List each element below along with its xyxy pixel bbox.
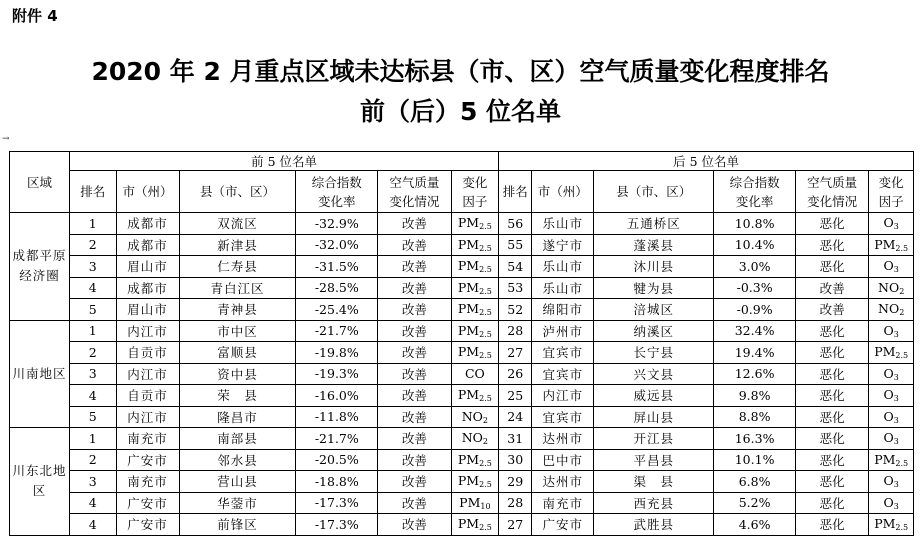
bottom-rate-cell: 9.8%: [714, 385, 796, 407]
bottom-change-cell: 恶化: [795, 471, 868, 493]
bottom-rate-cell: 10.8%: [714, 213, 796, 235]
factor-symbol: PM: [457, 387, 480, 403]
factor-symbol: PM: [457, 236, 480, 252]
header-index-change: 综合指数 变化率: [714, 171, 796, 213]
bottom-factor-cell: [869, 256, 914, 278]
bottom-factor-cell: [869, 363, 914, 385]
top-rate-cell: -17.3%: [296, 492, 378, 514]
bottom-rank-cell: 52: [499, 299, 532, 321]
top-change-cell: 改善: [378, 449, 451, 471]
factor-subscript: 2.5: [479, 351, 492, 361]
bottom-change-cell: 改善: [795, 299, 868, 321]
top-city-cell: 内江市: [116, 363, 179, 385]
factor-subscript: 2.5: [479, 243, 492, 253]
top-factor-cell: [451, 449, 499, 471]
table-row: [10, 514, 914, 536]
bottom-rate-cell: 19.4%: [714, 342, 796, 364]
factor-symbol: PM: [457, 301, 480, 317]
factor-symbol: NO: [461, 430, 483, 446]
bottom-rate-cell: 32.4%: [714, 320, 796, 342]
header-region: 区域: [10, 152, 70, 213]
page-subtitle: 前（后）5 位名单: [359, 97, 562, 126]
region-cell: 川东北地区: [10, 428, 70, 536]
factor-symbol: NO: [878, 279, 900, 295]
top-city-cell: 内江市: [116, 406, 179, 428]
bottom-rate-cell: 10.1%: [714, 449, 796, 471]
factor-symbol: O: [883, 387, 894, 403]
bottom-factor-cell: [869, 213, 914, 235]
header-top-group: 前 5 位名单: [69, 152, 498, 171]
bottom-rate-cell: 6.8%: [714, 471, 796, 493]
factor-subscript: 2.5: [895, 351, 909, 361]
top-county-cell: 仁寿县: [179, 256, 296, 278]
bottom-city-cell: 达州市: [532, 428, 594, 450]
bottom-rank-cell: 31: [499, 428, 532, 450]
factor-subscript: 3: [893, 415, 899, 425]
header-factor: 变化 因子: [451, 171, 499, 213]
factor-symbol: PM: [874, 451, 896, 467]
top-city-cell: 南充市: [116, 471, 179, 493]
bottom-rate-cell: 12.6%: [714, 363, 796, 385]
top-factor-cell: [451, 299, 499, 321]
top-rank-cell: 2: [69, 234, 116, 256]
factor-symbol: NO: [878, 301, 900, 317]
bottom-city-cell: 乐山市: [532, 213, 594, 235]
bottom-factor-cell: [869, 277, 914, 299]
top-city-cell: 内江市: [116, 320, 179, 342]
bottom-rank-cell: 54: [499, 256, 532, 278]
bottom-factor-cell: [869, 428, 914, 450]
bottom-county-cell: 纳溪区: [594, 320, 714, 342]
bottom-change-cell: 恶化: [795, 342, 868, 364]
bottom-city-cell: 广安市: [532, 514, 594, 536]
bottom-city-cell: 遂宁市: [532, 234, 594, 256]
top-rank-cell: 3: [69, 363, 116, 385]
top-county-cell: 前锋区: [179, 514, 296, 536]
bottom-factor-cell: [869, 471, 914, 493]
factor-symbol: PM: [457, 344, 480, 360]
top-rate-cell: -21.7%: [296, 320, 378, 342]
top-factor-cell: [451, 406, 499, 428]
factor-symbol: PM: [457, 215, 480, 231]
factor-symbol: PM: [457, 473, 480, 489]
factor-symbol: O: [883, 258, 894, 274]
top-rank-cell: 2: [69, 342, 116, 364]
top-change-cell: 改善: [378, 342, 451, 364]
top-factor-cell: [451, 320, 499, 342]
bottom-rank-cell: 29: [499, 471, 532, 493]
table-row: [10, 256, 914, 278]
top-county-cell: 资中县: [179, 363, 296, 385]
factor-subscript: 3: [893, 222, 899, 232]
factor-symbol: PM: [457, 279, 480, 295]
top-factor-cell: [451, 385, 499, 407]
top-city-cell: 眉山市: [116, 256, 179, 278]
top-factor-cell: [451, 256, 499, 278]
header-aq-change: 空气质量 变化情况: [795, 171, 868, 213]
factor-subscript: 3: [893, 372, 899, 382]
factor-symbol: PM: [874, 344, 896, 360]
top-county-cell: 荣 县: [179, 385, 296, 407]
bottom-city-cell: 绵阳市: [532, 299, 594, 321]
top-rank-cell: 5: [69, 406, 116, 428]
factor-subscript: 2.5: [895, 243, 909, 253]
top-rank-cell: 3: [69, 256, 116, 278]
top-change-cell: 改善: [378, 299, 451, 321]
factor-subscript: 2.5: [479, 265, 492, 275]
top-change-cell: 改善: [378, 406, 451, 428]
header-county: 县（市、区）: [594, 171, 714, 213]
top-change-cell: 改善: [378, 428, 451, 450]
top-rank-cell: 1: [69, 320, 116, 342]
top-city-cell: 广安市: [116, 449, 179, 471]
bottom-change-cell: 恶化: [795, 514, 868, 536]
bottom-rank-cell: 27: [499, 342, 532, 364]
top-factor-cell: [451, 363, 499, 385]
bottom-factor-cell: [869, 320, 914, 342]
bottom-change-cell: 改善: [795, 277, 868, 299]
bottom-county-cell: 长宁县: [594, 342, 714, 364]
bottom-change-cell: 恶化: [795, 449, 868, 471]
bottom-county-cell: 兴文县: [594, 363, 714, 385]
bottom-city-cell: 内江市: [532, 385, 594, 407]
bottom-factor-cell: [869, 342, 914, 364]
top-change-cell: 改善: [378, 492, 451, 514]
factor-subscript: 3: [893, 480, 899, 490]
factor-subscript: 10: [480, 501, 491, 511]
bottom-city-cell: 达州市: [532, 471, 594, 493]
top-rate-cell: -32.9%: [296, 213, 378, 235]
bottom-change-cell: 恶化: [795, 385, 868, 407]
header-index-change: 综合指数 变化率: [296, 171, 378, 213]
bottom-rate-cell: 4.6%: [714, 514, 796, 536]
factor-symbol: O: [883, 430, 894, 446]
top-factor-cell: [451, 234, 499, 256]
top-change-cell: 改善: [378, 514, 451, 536]
bottom-rate-cell: 16.3%: [714, 428, 796, 450]
bottom-rank-cell: 24: [499, 406, 532, 428]
top-rank-cell: 1: [69, 213, 116, 235]
factor-subscript: 2.5: [479, 308, 492, 318]
bottom-county-cell: 犍为县: [594, 277, 714, 299]
top-change-cell: 改善: [378, 385, 451, 407]
top-factor-cell: [451, 213, 499, 235]
bottom-city-cell: 宜宾市: [532, 406, 594, 428]
top-city-cell: 成都市: [116, 234, 179, 256]
factor-symbol: PM: [457, 516, 480, 532]
header-factor: 变化 因子: [869, 171, 914, 213]
region-cell: 川南地区: [10, 320, 70, 428]
factor-subscript: 2: [482, 415, 488, 425]
factor-subscript: 3: [893, 265, 899, 275]
bottom-change-cell: 恶化: [795, 363, 868, 385]
bottom-county-cell: 武胜县: [594, 514, 714, 536]
top-rank-cell: 4: [69, 514, 116, 536]
top-rank-cell: 1: [69, 428, 116, 450]
factor-symbol: O: [883, 473, 894, 489]
top-city-cell: 广安市: [116, 492, 179, 514]
table-row: [10, 342, 914, 364]
top-city-cell: 成都市: [116, 213, 179, 235]
factor-subscript: 3: [893, 501, 899, 511]
top-rate-cell: -17.3%: [296, 514, 378, 536]
bottom-change-cell: 恶化: [795, 234, 868, 256]
top-rate-cell: -28.5%: [296, 277, 378, 299]
bottom-rate-cell: 8.8%: [714, 406, 796, 428]
bottom-change-cell: 恶化: [795, 428, 868, 450]
bottom-factor-cell: [869, 299, 914, 321]
header-city: 市（州）: [116, 171, 179, 213]
bottom-change-cell: 恶化: [795, 492, 868, 514]
factor-subscript: 2.5: [479, 329, 492, 339]
page-title: 2020 年 2 月重点区域未达标县（市、区）空气质量变化程度排名: [91, 57, 830, 86]
top-rank-cell: 4: [69, 277, 116, 299]
factor-subscript: 2: [482, 437, 488, 447]
top-rate-cell: -20.5%: [296, 449, 378, 471]
bottom-county-cell: 涪城区: [594, 299, 714, 321]
bottom-change-cell: 恶化: [795, 320, 868, 342]
top-county-cell: 青白江区: [179, 277, 296, 299]
factor-symbol: O: [883, 322, 894, 338]
factor-subscript: 2: [899, 286, 905, 296]
top-rank-cell: 3: [69, 471, 116, 493]
top-rate-cell: -18.8%: [296, 471, 378, 493]
bottom-county-cell: 蓬溪县: [594, 234, 714, 256]
bottom-city-cell: 巴中市: [532, 449, 594, 471]
top-rank-cell: 5: [69, 299, 116, 321]
bottom-factor-cell: [869, 449, 914, 471]
factor-subscript: 2.5: [895, 458, 909, 468]
top-factor-cell: [451, 428, 499, 450]
arrow-marker-icon: →: [2, 134, 10, 144]
factor-symbol: O: [883, 494, 894, 510]
top-county-cell: 营山县: [179, 471, 296, 493]
factor-symbol: PM: [459, 494, 481, 510]
factor-subscript: 2.5: [479, 523, 492, 533]
bottom-city-cell: 乐山市: [532, 277, 594, 299]
factor-symbol: PM: [874, 516, 896, 532]
table-row: [10, 471, 914, 493]
factor-symbol: PM: [457, 258, 480, 274]
table-row: [10, 363, 914, 385]
top-county-cell: 双流区: [179, 213, 296, 235]
table-row: [10, 320, 914, 342]
bottom-rate-cell: -0.9%: [714, 299, 796, 321]
bottom-county-cell: 屏山县: [594, 406, 714, 428]
bottom-county-cell: 五通桥区: [594, 213, 714, 235]
top-rate-cell: -32.0%: [296, 234, 378, 256]
table-row: [10, 234, 914, 256]
top-factor-cell: [451, 342, 499, 364]
bottom-rank-cell: 27: [499, 514, 532, 536]
top-county-cell: 华蓥市: [179, 492, 296, 514]
factor-symbol: CO: [464, 365, 485, 381]
bottom-factor-cell: [869, 385, 914, 407]
top-rank-cell: 4: [69, 492, 116, 514]
factor-symbol: PM: [457, 322, 480, 338]
factor-symbol: PM: [874, 236, 896, 252]
top-county-cell: 新津县: [179, 234, 296, 256]
top-city-cell: 自贡市: [116, 342, 179, 364]
ranking-table: [9, 151, 914, 536]
bottom-rank-cell: 30: [499, 449, 532, 471]
header-rank: 排名: [69, 171, 116, 213]
top-change-cell: 改善: [378, 277, 451, 299]
bottom-county-cell: 威远县: [594, 385, 714, 407]
bottom-city-cell: 宜宾市: [532, 342, 594, 364]
factor-subscript: 2.5: [479, 480, 492, 490]
bottom-county-cell: 渠 县: [594, 471, 714, 493]
bottom-city-cell: 乐山市: [532, 256, 594, 278]
bottom-rate-cell: 10.4%: [714, 234, 796, 256]
region-cell: 成都平原经济圈: [10, 213, 70, 321]
header-city: 市（州）: [532, 171, 594, 213]
top-factor-cell: [451, 471, 499, 493]
factor-subscript: 3: [893, 437, 899, 447]
top-county-cell: 邻水县: [179, 449, 296, 471]
factor-subscript: 3: [893, 329, 899, 339]
top-change-cell: 改善: [378, 256, 451, 278]
bottom-change-cell: 恶化: [795, 406, 868, 428]
top-change-cell: 改善: [378, 234, 451, 256]
factor-symbol: O: [883, 365, 894, 381]
top-factor-cell: [451, 514, 499, 536]
bottom-rank-cell: 53: [499, 277, 532, 299]
top-change-cell: 改善: [378, 213, 451, 235]
header-rank: 排名: [499, 171, 532, 213]
top-factor-cell: [451, 277, 499, 299]
factor-symbol: NO: [461, 408, 483, 424]
bottom-factor-cell: [869, 234, 914, 256]
table-row: [10, 385, 914, 407]
bottom-rate-cell: -0.3%: [714, 277, 796, 299]
header-county: 县（市、区）: [179, 171, 296, 213]
factor-symbol: O: [883, 408, 894, 424]
top-factor-cell: [451, 492, 499, 514]
factor-subscript: 2.5: [479, 394, 492, 404]
bottom-rank-cell: 25: [499, 385, 532, 407]
bottom-county-cell: 西充县: [594, 492, 714, 514]
table-row: [10, 299, 914, 321]
bottom-county-cell: 平昌县: [594, 449, 714, 471]
top-rate-cell: -19.8%: [296, 342, 378, 364]
header-bottom-group: 后 5 位名单: [499, 152, 914, 171]
bottom-city-cell: 宜宾市: [532, 363, 594, 385]
factor-symbol: PM: [457, 451, 480, 467]
top-rate-cell: -31.5%: [296, 256, 378, 278]
bottom-factor-cell: [869, 492, 914, 514]
top-change-cell: 改善: [378, 320, 451, 342]
bottom-rank-cell: 55: [499, 234, 532, 256]
factor-subscript: 2: [899, 308, 905, 318]
table-row: [10, 492, 914, 514]
top-county-cell: 青神县: [179, 299, 296, 321]
bottom-city-cell: 泸州市: [532, 320, 594, 342]
top-county-cell: 富顺县: [179, 342, 296, 364]
attachment-label: 附件 4: [12, 7, 58, 25]
table-row: [10, 277, 914, 299]
bottom-rate-cell: 3.0%: [714, 256, 796, 278]
table-row: [10, 428, 914, 450]
top-rank-cell: 4: [69, 385, 116, 407]
top-county-cell: 南部县: [179, 428, 296, 450]
top-rate-cell: -25.4%: [296, 299, 378, 321]
table-row: [10, 449, 914, 471]
top-city-cell: 成都市: [116, 277, 179, 299]
top-rate-cell: -16.0%: [296, 385, 378, 407]
factor-subscript: 2.5: [479, 286, 492, 296]
top-county-cell: 隆昌市: [179, 406, 296, 428]
bottom-factor-cell: [869, 406, 914, 428]
factor-subscript: 3: [893, 394, 899, 404]
bottom-change-cell: 恶化: [795, 213, 868, 235]
table-row: [10, 406, 914, 428]
top-rate-cell: -11.8%: [296, 406, 378, 428]
top-county-cell: 市中区: [179, 320, 296, 342]
top-rate-cell: -19.3%: [296, 363, 378, 385]
top-city-cell: 自贡市: [116, 385, 179, 407]
bottom-rate-cell: 5.2%: [714, 492, 796, 514]
factor-symbol: O: [883, 215, 894, 231]
factor-subscript: 2.5: [895, 523, 909, 533]
top-city-cell: 眉山市: [116, 299, 179, 321]
top-change-cell: 改善: [378, 471, 451, 493]
factor-subscript: 2.5: [479, 458, 492, 468]
bottom-rank-cell: 26: [499, 363, 532, 385]
bottom-rank-cell: 28: [499, 320, 532, 342]
top-rank-cell: 2: [69, 449, 116, 471]
bottom-county-cell: 沐川县: [594, 256, 714, 278]
header-aq-change: 空气质量 变化情况: [378, 171, 451, 213]
bottom-rank-cell: 56: [499, 213, 532, 235]
factor-subscript: 2.5: [479, 222, 492, 232]
bottom-county-cell: 开江县: [594, 428, 714, 450]
top-city-cell: 南充市: [116, 428, 179, 450]
top-change-cell: 改善: [378, 363, 451, 385]
bottom-factor-cell: [869, 514, 914, 536]
table-row: [10, 213, 914, 235]
bottom-rank-cell: 28: [499, 492, 532, 514]
top-rate-cell: -21.7%: [296, 428, 378, 450]
bottom-change-cell: 恶化: [795, 256, 868, 278]
top-city-cell: 广安市: [116, 514, 179, 536]
bottom-city-cell: 南充市: [532, 492, 594, 514]
